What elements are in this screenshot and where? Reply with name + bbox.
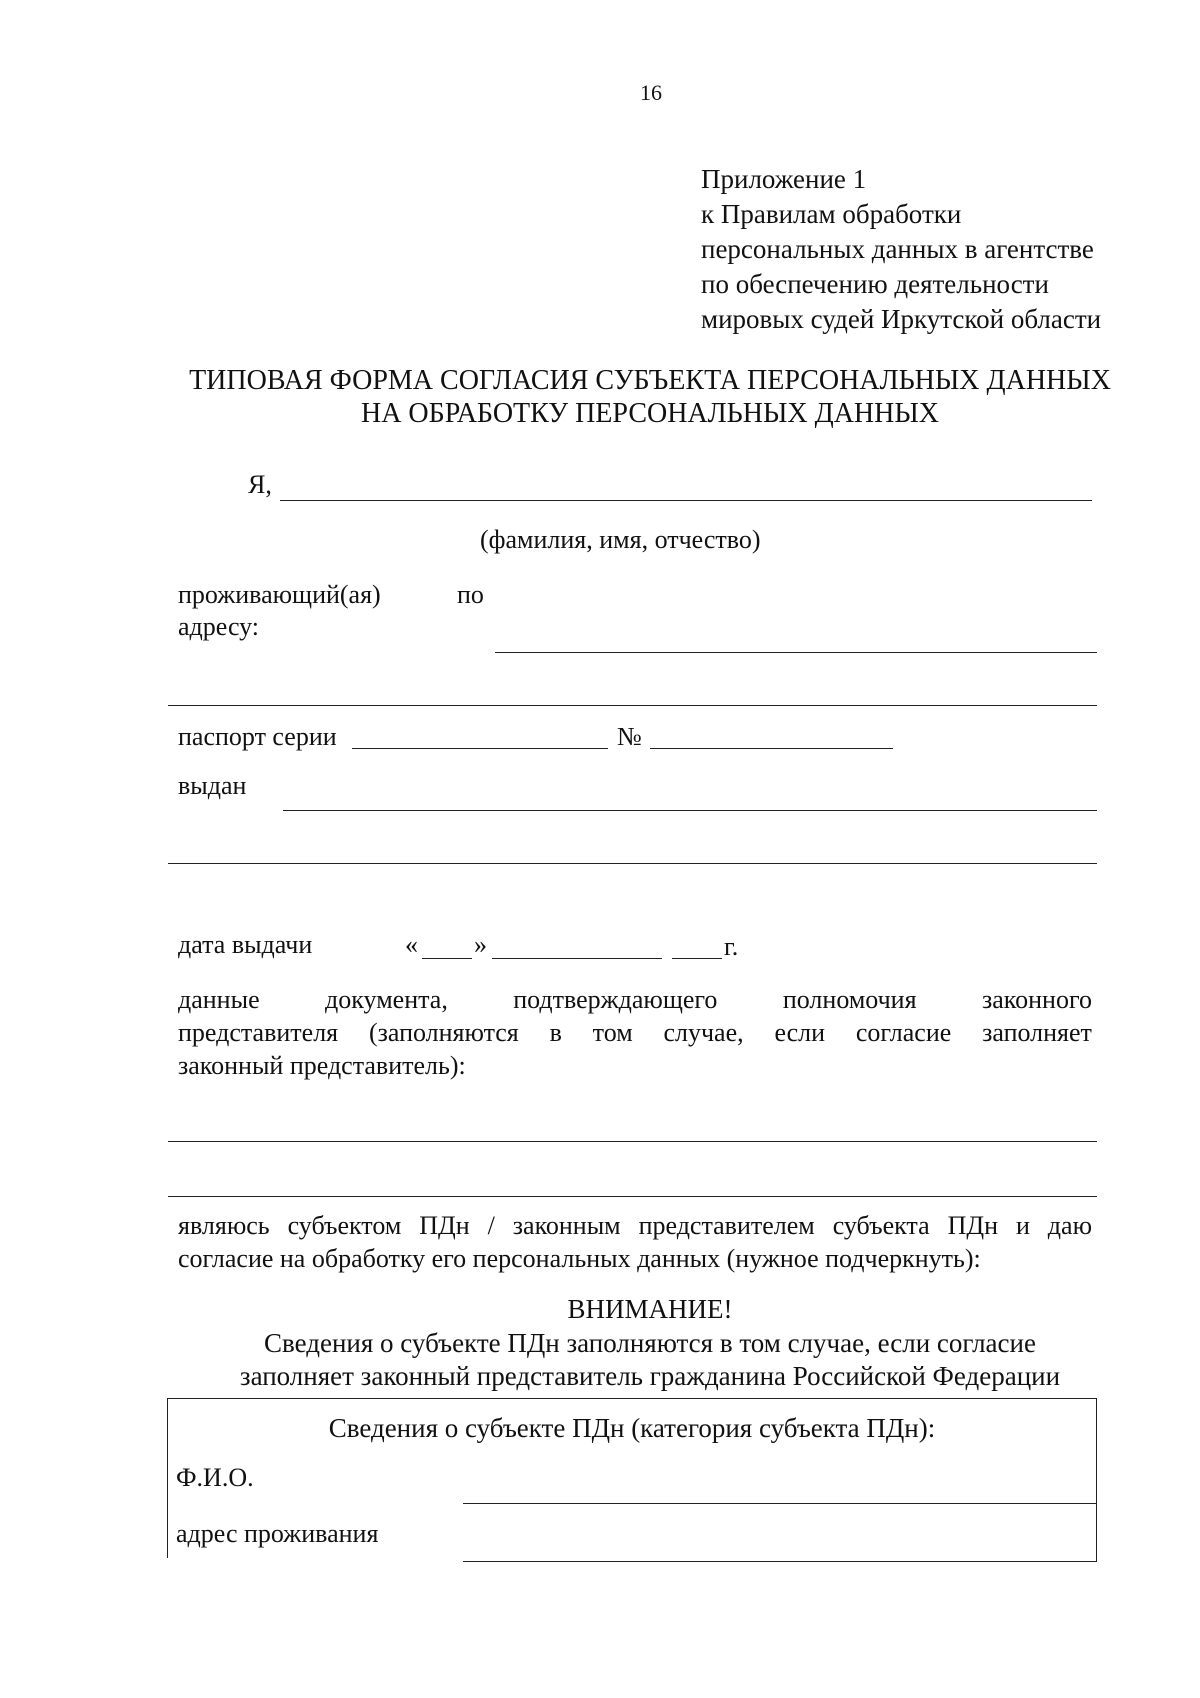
word: законным [512,1211,621,1240]
rep-doc-line3: законный представитель): [178,1051,466,1080]
fio-input-line[interactable] [280,500,1092,501]
rep-doc-input-line[interactable] [168,1141,1097,1142]
residing-label: проживающий(ая) [178,580,381,609]
word: являюсь [178,1211,270,1240]
word: представителем [638,1211,815,1240]
word: ПДн [419,1211,470,1240]
word: субъектом [287,1211,402,1240]
word: субъекта [832,1211,930,1240]
word: и [1015,1211,1030,1240]
form-title-line1: ТИПОВАЯ ФОРМА СОГЛАСИЯ СУБЪЕКТА ПЕРСОНАЛЬНЫХ ДАННЫХ [189,365,1111,396]
passport-number-input-line[interactable] [650,748,893,749]
word: / [487,1211,495,1240]
subject-address-label: адрес проживания [176,1519,379,1548]
issued-label: выдан [178,771,247,800]
appendix-line: мировых судей Иркутской области [701,304,1102,334]
word: представителя [178,1018,339,1047]
appendix-line: Приложение 1 [701,164,867,194]
word: согласие [855,1018,952,1047]
address-label: адресу: [178,612,260,641]
word: если [774,1018,826,1047]
word: том [592,1018,633,1047]
word: данные [178,985,260,1014]
appendix-line: к Правилам обработки [701,199,962,229]
appendix-line: по обеспечению деятельности [701,269,1049,299]
address-input-line-2[interactable] [168,705,1097,706]
form-title-line2: НА ОБРАБОТКУ ПЕРСОНАЛЬНЫХ ДАННЫХ [360,398,939,429]
box-top-border [167,1398,1097,1399]
issued-input-line-2[interactable] [168,863,1097,864]
word: подтверждающего [513,985,718,1014]
consent-paragraph [178,1209,1092,1275]
issue-month-input-line[interactable] [492,958,662,959]
number-sign: № [617,722,642,751]
ya-label: Я, [248,470,272,499]
word: случае, [663,1018,744,1047]
word: ПДн [947,1211,998,1240]
word: в [549,1018,562,1047]
word: законного [982,985,1092,1014]
consent-line2: согласие на обработку его персональных данных (нужное подчеркнуть): [178,1244,981,1273]
appendix-line: персональных данных в агентстве [701,234,1094,264]
subject-address-input-line[interactable] [463,1561,1097,1562]
rep-doc-paragraph [178,983,1092,1082]
word: документа, [325,985,448,1014]
passport-series-label: паспорт серии [178,722,337,751]
word: полномочия [782,985,917,1014]
notice-line2: заполняет законный представитель гражданина Российской Федерации [239,1361,1061,1391]
issue-year-input-line[interactable] [672,958,722,959]
quote-open: « [405,930,418,959]
notice-heading: ВНИМАНИЕ! [567,1294,733,1324]
subject-fio-input-line[interactable] [463,1503,1097,1504]
quote-close: » [474,930,487,959]
po-label: по [457,580,484,609]
fio-caption: (фамилия, имя, отчество) [480,525,761,554]
rep-doc-input-line-2[interactable] [168,1196,1097,1197]
word: даю [1047,1211,1092,1240]
issue-day-input-line[interactable] [422,958,472,959]
subject-fio-label: Ф.И.О. [176,1463,254,1492]
page-number: 16 [640,80,662,105]
address-input-line[interactable] [495,652,1097,653]
issued-input-line[interactable] [283,810,1097,811]
word: заполняет [982,1018,1092,1047]
subject-box-heading: Сведения о субъекте ПДн (категория субъекта ПДн): [328,1413,936,1443]
notice-line1: Сведения о субъекте ПДн заполняются в том случае, если согласие [264,1328,1036,1358]
passport-series-input-line[interactable] [352,748,608,749]
issue-date-label: дата выдачи [178,930,313,959]
year-suffix: г. [724,932,739,961]
word: (заполняются [368,1018,519,1047]
